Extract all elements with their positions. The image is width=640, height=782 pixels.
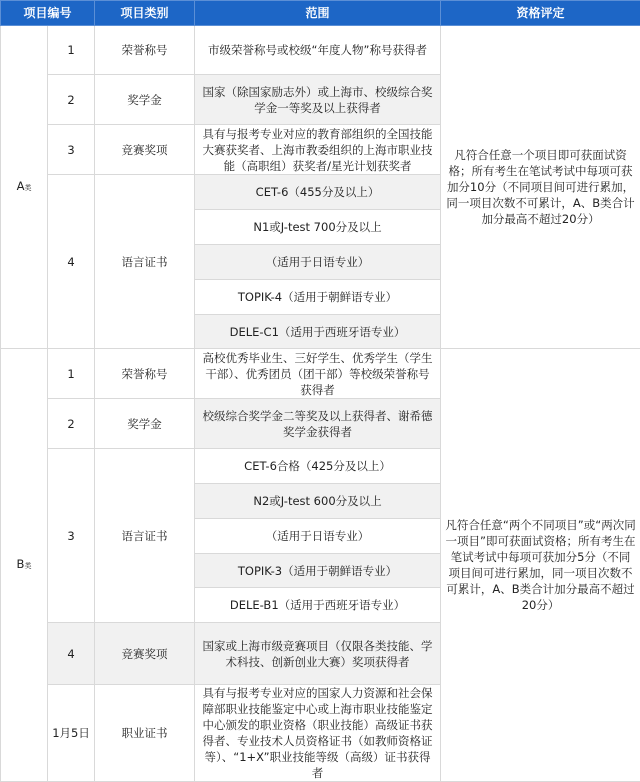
item-scope: 国家或上海市级竞赛项目（仅限各类技能、学术科技、创新创业大赛）奖项获得者 <box>195 623 441 685</box>
item-no: 2 <box>48 399 95 449</box>
item-scope: 具有与报考专业对应的教育部组织的全国技能大赛获奖者、上海市教委组织的上海市职业技能（高职组）获奖者/星光计划获奖者 <box>195 125 441 175</box>
item-scope: TOPIK-3（适用于朝鲜语专业） <box>195 554 441 588</box>
item-scope: DELE-C1（适用于西班牙语专业） <box>195 315 441 349</box>
item-no: 1 <box>48 349 95 399</box>
item-category: 语言证书 <box>95 175 195 349</box>
item-scope: 市级荣誉称号或校级“年度人物”称号获得者 <box>195 26 441 75</box>
item-no: 4 <box>48 623 95 685</box>
item-scope: 具有与报考专业对应的国家人力资源和社会保障部职业技能鉴定中心或上海市职业技能鉴定中心颁发的职业资格（职业技能）高级证书获得者、专业技术人员资格证书（如教师资格证等）、“1+X”职业技能等级（高级）证书获得者 <box>195 685 441 782</box>
item-no: 1 <box>48 26 95 75</box>
item-scope: （适用于日语专业） <box>195 519 441 554</box>
item-scope: （适用于日语专业） <box>195 245 441 280</box>
table-row <box>1 26 640 75</box>
item-scope: N1或J-test 700分及以上 <box>195 210 441 245</box>
item-category: 奖学金 <box>95 75 195 125</box>
item-scope: CET-6合格（425分及以上） <box>195 449 441 484</box>
item-category: 荣誉称号 <box>95 26 195 75</box>
item-no: 2 <box>48 75 95 125</box>
item-scope: 高校优秀毕业生、三好学生、优秀学生（学生干部）、优秀团员（团干部）等校级荣誉称号获得者 <box>195 349 441 399</box>
item-scope: 国家（除国家励志外）或上海市、校级综合奖学金一等奖及以上获得者 <box>195 75 441 125</box>
item-no: 1月5日 <box>48 685 95 782</box>
header-item-no: 项目编号 <box>1 1 95 26</box>
item-category: 奖学金 <box>95 399 195 449</box>
item-scope: TOPIK-4（适用于朝鲜语专业） <box>195 280 441 315</box>
item-category: 竞赛奖项 <box>95 623 195 685</box>
group-a-label: A类 <box>1 26 48 349</box>
header-qualification: 资格评定 <box>441 1 640 26</box>
item-category: 职业证书 <box>95 685 195 782</box>
header-scope: 范围 <box>195 1 441 26</box>
item-category: 语言证书 <box>95 449 195 623</box>
group-b-label: B类 <box>1 349 48 782</box>
item-scope: DELE-B1（适用于西班牙语专业） <box>195 588 441 623</box>
group-b-qualification: 凡符合任意“两个不同项目”或“两次同一项目”即可获面试资格；所有考生在笔试考试中每项可获加分5分（不同项目间可进行累加，同一项目次数不可累计，A、B类合计加分最高不超过20分） <box>441 349 640 782</box>
table-header <box>1 1 640 26</box>
item-no: 3 <box>48 449 95 623</box>
group-a-qualification: 凡符合任意一个项目即可获面试资格；所有考生在笔试考试中每项可获加分10分（不同项目间可进行累加，同一项目次数不可累计，A、B类合计加分最高不超过20分） <box>441 26 640 349</box>
table-row <box>1 349 640 399</box>
item-category: 荣誉称号 <box>95 349 195 399</box>
item-category: 竞赛奖项 <box>95 125 195 175</box>
item-no: 4 <box>48 175 95 349</box>
item-no: 3 <box>48 125 95 175</box>
item-scope: 校级综合奖学金二等奖及以上获得者、谢希德奖学金获得者 <box>195 399 441 449</box>
item-scope: N2或J-test 600分及以上 <box>195 484 441 519</box>
header-category: 项目类别 <box>95 1 195 26</box>
item-scope: CET-6（455分及以上） <box>195 175 441 210</box>
